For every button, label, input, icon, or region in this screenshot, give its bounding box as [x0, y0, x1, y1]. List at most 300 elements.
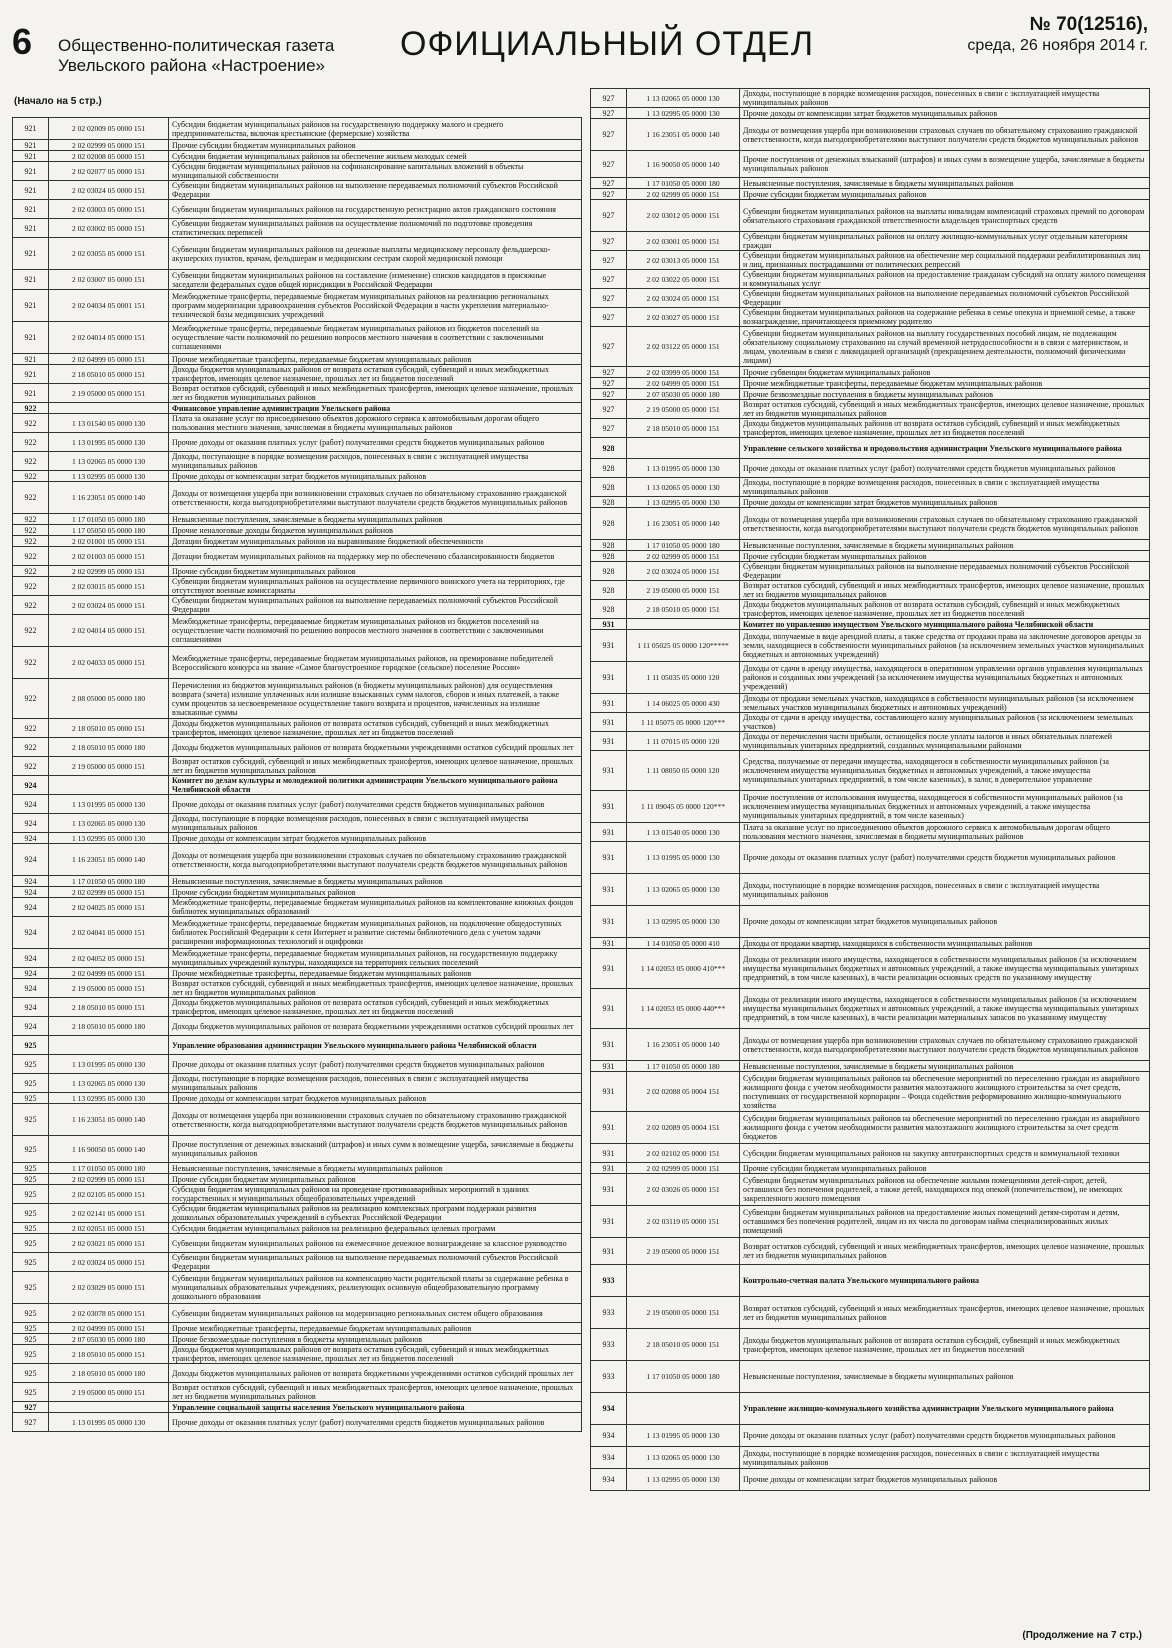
admin-code-cell: 928 [591, 562, 627, 581]
budget-code-cell: 2 02 02999 05 0000 151 [627, 189, 740, 200]
table-row [591, 562, 1150, 581]
admin-code-cell: 931 [591, 732, 627, 751]
table-row [591, 1329, 1150, 1361]
admin-code-cell: 924 [13, 979, 49, 998]
table-row [591, 694, 1150, 713]
income-codes-table-left [12, 117, 582, 1432]
description-cell: Прочие поступления от денежных взысканий (штрафов) и иных сумм в возмещение ущерба, зачисляемые в бюджеты муниципальных районов [169, 1136, 582, 1163]
description-cell: Субвенции бюджетам муниципальных районов на осуществление первичного воинского учета на территориях, где отсутствуют военные комиссариаты [169, 577, 582, 596]
table-row [13, 577, 582, 596]
table-row [591, 400, 1150, 419]
admin-code-cell: 927 [591, 251, 627, 270]
table-row [13, 365, 582, 384]
budget-code-cell: 2 02 02141 05 0000 151 [49, 1204, 169, 1223]
description-cell: Доходы бюджетов муниципальных районов от возврата остатков субсидий, субвенций и иных межбюджетных трансфертов, имеющих целевое назначение, прошлых лет из бюджетов поселений [740, 419, 1150, 438]
admin-code-cell: 924 [13, 887, 49, 898]
description-cell: Невыясненные поступления, зачисляемые в бюджеты муниципальных районов [740, 1061, 1150, 1072]
budget-code-cell: 2 02 03012 05 0000 151 [627, 200, 740, 232]
description-cell: Плата за оказание услуг по присоединению объектов дорожного сервиса к автомобильным дорогам общего пользования местного значения, зачисляемая в бюджеты муниципальных районов [169, 414, 582, 433]
description-cell: Субвенции бюджетам муниципальных районов на государственную регистрацию актов гражданского состояния [169, 200, 582, 219]
budget-code-cell: 2 02 04999 05 0000 151 [49, 354, 169, 365]
description-cell: Субвенции бюджетам муниципальных районов на выплаты инвалидам компенсаций страховых премий по договорам обязательного страхования гражданской ответственности владельцев транспортных средств [740, 200, 1150, 232]
table-row [13, 452, 582, 471]
table-row [13, 979, 582, 998]
description-cell: Субвенции бюджетам муниципальных районов на денежные выплаты медицинскому персоналу фельдшерско-акушерских пунктов, врачам, фельдшерам и медицинским сестрам скорой медицинской помощи [169, 238, 582, 270]
admin-code-cell: 921 [13, 384, 49, 403]
table-row [13, 433, 582, 452]
budget-code-cell: 2 02 04999 05 0000 151 [49, 968, 169, 979]
admin-code-cell: 931 [591, 1112, 627, 1144]
budget-code-cell: 1 13 02065 05 0000 130 [49, 452, 169, 471]
admin-code-cell: 921 [13, 238, 49, 270]
description-cell: Доходы бюджетов муниципальных районов от возврата бюджетными учреждениями остатков субсидий прошлых лет [169, 1364, 582, 1383]
admin-code-cell: 925 [13, 1185, 49, 1204]
table-row [13, 1413, 582, 1432]
newspaper-name [58, 36, 334, 76]
description-cell: Доходы бюджетов муниципальных районов от возврата остатков субсидий, субвенций и иных межбюджетных трансфертов, имеющих целевое назначение, прошлых лет из бюджетов поселений [740, 1329, 1150, 1361]
budget-code-cell: 2 19 05000 05 0000 151 [49, 979, 169, 998]
admin-code-cell: 921 [13, 354, 49, 365]
budget-code-cell: 2 08 05000 05 0000 180 [49, 679, 169, 719]
right-column [590, 88, 1150, 1491]
budget-code-cell: 1 13 02995 05 0000 130 [627, 906, 740, 938]
table-row [13, 181, 582, 200]
table-row [591, 1061, 1150, 1072]
budget-code-cell: 1 11 05035 05 0000 120 [627, 662, 740, 694]
description-cell: Межбюджетные трансферты, передаваемые бюджетам муниципальных районов из бюджетов поселений на осуществление части полномочий по решению вопросов местного значения в соответствии с заключенными соглашениями [169, 615, 582, 647]
table-row [591, 508, 1150, 540]
admin-code-cell: 927 [591, 232, 627, 251]
admin-code-cell: 924 [13, 1017, 49, 1036]
budget-code-cell: 1 17 01050 05 0000 180 [49, 514, 169, 525]
admin-code-cell: 924 [13, 833, 49, 844]
description-cell: Доходы от реализации иного имущества, находящегося в собственности муниципальных районов (за исключением имущества муниципальных бюджетных и автономных учреждений, а также имущества муниципальных унитарных предприятий, в том числе казенных), в части реализации материальных запасов по указанному имуществу [740, 989, 1150, 1029]
table-row [591, 308, 1150, 327]
table-row [13, 1234, 582, 1253]
admin-code-cell: 925 [13, 1204, 49, 1223]
admin-code-cell: 921 [13, 151, 49, 162]
admin-code-cell: 921 [13, 365, 49, 384]
admin-code-cell: 921 [13, 162, 49, 181]
table-row [13, 1304, 582, 1323]
table-row [13, 1174, 582, 1185]
description-cell: Доходы бюджетов муниципальных районов от возврата остатков субсидий, субвенций и иных межбюджетных трансфертов, имеющих целевое назначение, прошлых лет из бюджетов поселений [169, 719, 582, 738]
budget-code-cell: 1 13 02065 05 0000 130 [627, 874, 740, 906]
budget-code-cell: 2 02 04999 05 0000 151 [49, 1323, 169, 1334]
table-row [13, 1055, 582, 1074]
budget-code-cell: 2 02 03007 05 0000 151 [49, 270, 169, 290]
description-cell: Прочие субсидии бюджетам муниципальных районов [169, 1174, 582, 1185]
left-column [12, 117, 582, 1432]
description-cell: Невыясненные поступления, зачисляемые в бюджеты муниципальных районов [740, 178, 1150, 189]
description-cell: Субвенции бюджетам муниципальных районов на осуществление полномочий по подготовке проведения статистических переписей [169, 219, 582, 238]
budget-code-cell: 1 13 01995 05 0000 130 [627, 842, 740, 874]
table-row [591, 200, 1150, 232]
admin-code-cell: 934 [591, 1425, 627, 1447]
admin-code-cell: 924 [13, 876, 49, 887]
continued-from-note: (Начало на 5 стр.) [14, 96, 102, 107]
table-row [591, 906, 1150, 938]
table-section-row [13, 1036, 582, 1055]
description-cell: Прочие доходы от оказания платных услуг (работ) получателями средств бюджетов муниципальных районов [169, 1055, 582, 1074]
table-section-row [591, 1393, 1150, 1425]
table-row [591, 600, 1150, 619]
budget-code-cell: 1 13 01995 05 0000 130 [49, 1413, 169, 1432]
description-cell: Субвенции бюджетам муниципальных районов на обеспечение жилыми помещениями детей-сирот, детей, оставшихся без попечения родителей, а также детей, находящихся под опекой (попечительством), не имеющих закрепленного жилого помещения [740, 1174, 1150, 1206]
admin-code-cell: 921 [13, 270, 49, 290]
admin-code-cell: 922 [13, 452, 49, 471]
table-row [591, 459, 1150, 478]
table-row [591, 389, 1150, 400]
admin-code-cell: 928 [591, 600, 627, 619]
budget-code-cell: 1 13 01995 05 0000 130 [627, 1425, 740, 1447]
description-cell: Прочие доходы от оказания платных услуг (работ) получателями средств бюджетов муниципальных районов [169, 1413, 582, 1432]
budget-code-cell: 2 02 02009 05 0000 151 [49, 118, 169, 140]
budget-code-cell: 2 18 05010 05 0000 151 [49, 998, 169, 1017]
admin-code-cell: 925 [13, 1323, 49, 1334]
table-row [13, 238, 582, 270]
budget-code-cell: 2 02 03001 05 0000 151 [627, 232, 740, 251]
admin-code-cell: 925 [13, 1136, 49, 1163]
table-row [591, 270, 1150, 289]
budget-code-cell: 2 02 03029 05 0000 151 [49, 1272, 169, 1304]
newspaper-name-line2: Увельского района «Настроение» [58, 56, 325, 75]
table-row [591, 151, 1150, 178]
admin-code-cell: 931 [591, 1029, 627, 1061]
issue-info [967, 14, 1148, 56]
admin-code-cell: 925 [13, 1163, 49, 1174]
admin-code-cell: 921 [13, 181, 49, 200]
admin-code-cell: 927 [591, 270, 627, 289]
section-title: ОФИЦИАЛЬНЫЙ ОТДЕЛ [400, 25, 815, 63]
description-cell: Комитет по делам культуры и молодежной политики администрации Увельского муниципального района Челябинской области [169, 776, 582, 795]
table-row [591, 581, 1150, 600]
table-row [13, 1364, 582, 1383]
table-row [591, 823, 1150, 842]
table-row [591, 108, 1150, 119]
admin-code-cell: 927 [591, 178, 627, 189]
table-row [591, 478, 1150, 497]
description-cell: Прочие доходы от компенсации затрат бюджетов муниципальных районов [740, 497, 1150, 508]
table-row [13, 719, 582, 738]
table-row [13, 1185, 582, 1204]
table-row [13, 525, 582, 536]
budget-code-cell: 1 16 90050 05 0000 140 [49, 1136, 169, 1163]
description-cell: Возврат остатков субсидий, субвенций и иных межбюджетных трансфертов, имеющих целевое назначение, прошлых лет из бюджетов муниципальных районов [740, 1238, 1150, 1265]
admin-code-cell: 921 [13, 290, 49, 322]
description-cell: Доходы от возмещения ущерба при возникновении страховых случаев по обязательному страхованию гражданской ответственности, когда выгодоприобретателями выступают получатели средств бюджетов муниципальных районов [169, 844, 582, 876]
budget-code-cell: 2 02 02999 05 0000 151 [49, 887, 169, 898]
admin-code-cell: 925 [13, 1272, 49, 1304]
budget-code-cell [49, 1402, 169, 1413]
budget-code-cell: 1 16 23051 05 0000 140 [627, 508, 740, 540]
description-cell: Контрольно-счетная палата Увельского муниципального района [740, 1265, 1150, 1297]
table-row [591, 327, 1150, 367]
budget-code-cell: 2 18 05010 05 0000 151 [627, 1329, 740, 1361]
admin-code-cell: 927 [13, 1402, 49, 1413]
table-row [591, 1174, 1150, 1206]
admin-code-cell: 922 [13, 647, 49, 679]
description-cell: Доходы, поступающие в порядке возмещения расходов, понесенных в связи с эксплуатацией имущества муниципальных районов [169, 1074, 582, 1093]
description-cell: Субвенции бюджетам муниципальных районов на ежемесячное денежное вознаграждение за классное руководство [169, 1234, 582, 1253]
description-cell: Возврат остатков субсидий, субвенций и иных межбюджетных трансфертов, имеющих целевое назначение, прошлых лет из бюджетов муниципальных районов [740, 1297, 1150, 1329]
table-row [13, 1272, 582, 1304]
description-cell: Субвенции бюджетам муниципальных районов на выполнение передаваемых полномочий субъектов Российской Федерации [169, 596, 582, 615]
budget-code-cell [627, 438, 740, 459]
admin-code-cell: 921 [13, 322, 49, 354]
description-cell: Субвенции бюджетам муниципальных районов на предоставление гражданам субсидий на оплату жилого помещения и коммунальных услуг [740, 270, 1150, 289]
admin-code-cell: 924 [13, 898, 49, 917]
budget-code-cell: 2 02 03013 05 0000 151 [627, 251, 740, 270]
budget-code-cell: 1 14 02053 05 0000 410*** [627, 949, 740, 989]
budget-code-cell: 2 02 02051 05 0000 151 [49, 1223, 169, 1234]
description-cell: Субсидии бюджетам муниципальных районов на закупку автотранспортных средств и коммунальной техники [740, 1144, 1150, 1163]
table-row [591, 732, 1150, 751]
description-cell: Невыясненные поступления, зачисляемые в бюджеты муниципальных районов [169, 1163, 582, 1174]
table-row [591, 89, 1150, 108]
admin-code-cell: 931 [591, 989, 627, 1029]
table-row [13, 968, 582, 979]
description-cell: Прочие доходы от оказания платных услуг (работ) получателями средств бюджетов муниципальных районов [740, 842, 1150, 874]
budget-code-cell: 2 18 05010 05 0000 151 [49, 719, 169, 738]
description-cell: Возврат остатков субсидий, субвенций и иных межбюджетных трансфертов, имеющих целевое назначение, прошлых лет из бюджетов муниципальных районов [169, 979, 582, 998]
description-cell: Невыясненные поступления, зачисляемые в бюджеты муниципальных районов [169, 514, 582, 525]
table-row [13, 1383, 582, 1402]
budget-code-cell: 1 13 02995 05 0000 130 [627, 497, 740, 508]
page-header [0, 0, 1172, 85]
admin-code-cell: 931 [591, 938, 627, 949]
table-row [13, 151, 582, 162]
description-cell: Субвенции бюджетам муниципальных районов на предоставление жилых помещений детям-сиротам и детям, оставшимся без попечения родителей, лицам из их числа по договорам найма специализированных жилых помещений [740, 1206, 1150, 1238]
admin-code-cell: 925 [13, 1036, 49, 1055]
budget-code-cell: 2 19 05000 05 0000 151 [627, 1238, 740, 1265]
admin-code-cell: 927 [591, 367, 627, 378]
admin-code-cell: 925 [13, 1304, 49, 1323]
budget-code-cell: 2 02 04034 05 0001 151 [49, 290, 169, 322]
description-cell: Субвенции бюджетам муниципальных районов на выполнение передаваемых полномочий субъектов Российской Федерации [169, 181, 582, 200]
description-cell: Доходы от возмещения ущерба при возникновении страховых случаев по обязательному страхованию гражданской ответственности, когда выгодоприобретателями выступают получатели средств бюджетов муниципальных районов [740, 1029, 1150, 1061]
description-cell: Межбюджетные трансферты, передаваемые бюджетам муниципальных районов, на премирование победителей Всероссийского конкурса на звание «Самое благоустроенное городское (сельское) поселение России» [169, 647, 582, 679]
table-row [13, 354, 582, 365]
budget-code-cell: 2 18 05010 05 0000 180 [49, 1364, 169, 1383]
admin-code-cell: 931 [591, 694, 627, 713]
budget-code-cell [627, 1393, 740, 1425]
description-cell: Прочие межбюджетные трансферты, передаваемые бюджетам муниципальных районов [740, 378, 1150, 389]
description-cell: Финансовое управление администрации Увельского района [169, 403, 582, 414]
table-row [13, 471, 582, 482]
budget-code-cell: 1 16 23051 05 0000 140 [627, 119, 740, 151]
budget-code-cell: 1 13 02065 05 0000 130 [627, 89, 740, 108]
table-row [13, 647, 582, 679]
description-cell: Доходы, получаемые в виде арендной платы, а также средства от продажи права на заключение договоров аренды за земли, находящиеся в собственности муниципальных районов (за исключением земельных участков муниципальных бюджетных и автономных учреждений) [740, 630, 1150, 662]
budget-code-cell: 1 13 02065 05 0000 130 [627, 478, 740, 497]
budget-code-cell: 2 02 03024 05 0000 151 [627, 289, 740, 308]
admin-code-cell: 927 [13, 1413, 49, 1432]
table-row [13, 140, 582, 151]
description-cell: Субсидии бюджетам муниципальных районов на реализацию комплексных программ поддержки развития дошкольных образовательных учреждений в субъектах Российской Федерации [169, 1204, 582, 1223]
description-cell: Доходы от возмещения ущерба при возникновении страховых случаев по обязательному страхованию гражданской ответственности, когда выгодоприобретателями выступают получатели средств бюджетов муниципальных районов [169, 1104, 582, 1136]
budget-code-cell: 2 19 05000 05 0000 151 [627, 400, 740, 419]
admin-code-cell: 931 [591, 1072, 627, 1112]
admin-code-cell: 928 [591, 497, 627, 508]
admin-code-cell: 931 [591, 751, 627, 791]
budget-code-cell: 2 02 02088 05 0004 151 [627, 1072, 740, 1112]
table-row [13, 876, 582, 887]
budget-code-cell [627, 619, 740, 630]
budget-code-cell: 2 02 02999 05 0000 151 [49, 1174, 169, 1185]
admin-code-cell: 925 [13, 1174, 49, 1185]
admin-code-cell: 927 [591, 200, 627, 232]
budget-code-cell: 1 13 01995 05 0000 130 [49, 433, 169, 452]
table-row [13, 1163, 582, 1174]
description-cell: Возврат остатков субсидий, субвенций и иных межбюджетных трансфертов, имеющих целевое назначение, прошлых лет из бюджетов муниципальных районов [740, 400, 1150, 419]
budget-code-cell: 2 02 03027 05 0000 151 [627, 308, 740, 327]
table-row [591, 630, 1150, 662]
admin-code-cell: 922 [13, 615, 49, 647]
admin-code-cell: 931 [591, 1174, 627, 1206]
table-row [591, 842, 1150, 874]
budget-code-cell: 1 13 02995 05 0000 130 [49, 471, 169, 482]
description-cell: Субсидии бюджетам муниципальных районов на обеспечение мероприятий по переселению граждан из аварийного жилищного фонда с учетом необходимости развития малоэтажного жилищного строительства за счет средств бюджетов [740, 1112, 1150, 1144]
table-row [13, 1345, 582, 1364]
description-cell: Прочие поступления от использования имущества, находящегося в собственности муниципальных районов (за исключением имущества муниципальных бюджетных и автономных учреждений, а также имущества муниципальных унитарных предприятий, в том числе казенных) [740, 791, 1150, 823]
budget-code-cell: 2 07 05030 05 0000 180 [49, 1334, 169, 1345]
admin-code-cell: 924 [13, 949, 49, 968]
description-cell: Прочие доходы от оказания платных услуг (работ) получателями средств бюджетов муниципальных районов [740, 1425, 1150, 1447]
table-row [591, 1469, 1150, 1491]
budget-code-cell: 1 11 09045 05 0000 120*** [627, 791, 740, 823]
admin-code-cell: 928 [591, 581, 627, 600]
description-cell: Субвенции бюджетам муниципальных районов на компенсацию части родительской платы за содержание ребенка в муниципальных образовательных учреждениях, реализующих основную общеобразовательную программу дошкольного образования [169, 1272, 582, 1304]
description-cell: Прочие доходы от компенсации затрат бюджетов муниципальных районов [740, 1469, 1150, 1491]
description-cell: Плата за оказание услуг по присоединению объектов дорожного сервиса к автомобильным дорогам общего пользования местного значения, зачисляемая в бюджеты муниципальных районов [740, 823, 1150, 842]
description-cell: Субвенции бюджетам муниципальных районов на выполнение передаваемых полномочий субъектов Российской Федерации [740, 562, 1150, 581]
budget-code-cell: 1 16 23051 05 0000 140 [627, 1029, 740, 1061]
description-cell: Средства, получаемые от передачи имущества, находящегося в собственности муниципальных районов (за исключением имущества муниципальных бюджетных и автономных учреждений, а также имущества муниципальных унитарных предприятий, в том числе казенных), в залог, в доверительное управление [740, 751, 1150, 791]
budget-code-cell: 2 18 05010 05 0000 151 [627, 600, 740, 619]
table-row [13, 219, 582, 238]
table-row [591, 1297, 1150, 1329]
description-cell: Невыясненные поступления, зачисляемые в бюджеты муниципальных районов [740, 1361, 1150, 1393]
admin-code-cell: 927 [591, 119, 627, 151]
table-row [591, 1029, 1150, 1061]
admin-code-cell: 922 [13, 757, 49, 776]
description-cell: Субсидии бюджетам муниципальных районов на обеспечение мероприятий по переселению граждан из аварийного жилищного фонда с учетом необходимости развития малоэтажного жилищного строительства за счет средств, поступивших от государственной корпорации – Фонда содействия реформированию жилищно-коммунального хозяйства [740, 1072, 1150, 1112]
description-cell: Прочие неналоговые доходы бюджетов муниципальных районов [169, 525, 582, 536]
budget-code-cell: 1 11 07015 05 0000 120 [627, 732, 740, 751]
budget-code-cell: 2 02 04999 05 0000 151 [627, 378, 740, 389]
budget-code-cell: 1 13 01995 05 0000 130 [49, 1055, 169, 1074]
table-row [13, 917, 582, 949]
admin-code-cell: 922 [13, 596, 49, 615]
budget-code-cell: 2 02 04014 05 0000 151 [49, 615, 169, 647]
budget-code-cell: 2 02 04025 05 0000 151 [49, 898, 169, 917]
admin-code-cell: 931 [591, 630, 627, 662]
admin-code-cell: 928 [591, 438, 627, 459]
table-row [591, 874, 1150, 906]
admin-code-cell: 922 [13, 566, 49, 577]
description-cell: Субвенции бюджетам муниципальных районов на выплату государственных пособий лицам, не подлежащим обязательному социальному страхованию на случай временной нетрудоспособности и в связи с материнством, и лицам, уволенным в связи с ликвидацией организаций (прекращением деятельности, полномочий физическими лицами) [740, 327, 1150, 367]
budget-code-cell: 1 17 01050 05 0000 180 [627, 540, 740, 551]
budget-code-cell: 2 02 02105 05 0000 151 [49, 1185, 169, 1204]
budget-code-cell: 1 13 02995 05 0000 130 [49, 833, 169, 844]
description-cell: Доходы, поступающие в порядке возмещения расходов, понесенных в связи с эксплуатацией имущества муниципальных районов [740, 478, 1150, 497]
table-row [13, 547, 582, 566]
table-row [13, 414, 582, 433]
admin-code-cell: 927 [591, 308, 627, 327]
admin-code-cell: 924 [13, 776, 49, 795]
description-cell: Доходы от продажи земельных участков, находящихся в собственности муниципальных районов (за исключением земельных участков муниципальных бюджетных и автономных учреждений) [740, 694, 1150, 713]
table-row [591, 662, 1150, 694]
budget-code-cell [49, 1036, 169, 1055]
description-cell: Доходы бюджетов муниципальных районов от возврата остатков субсидий, субвенций и иных межбюджетных трансфертов, имеющих целевое назначение, прошлых лет из бюджетов поселений [169, 998, 582, 1017]
description-cell: Межбюджетные трансферты, передаваемые бюджетам муниципальных районов, на подключение общедоступных библиотек Российской Федерации к сети Интернет и развитие системы библиотечного дела с учетом задачи расширения информационных технологий и оцифровки [169, 917, 582, 949]
admin-code-cell: 931 [591, 662, 627, 694]
table-row [13, 384, 582, 403]
description-cell: Субвенции бюджетам муниципальных районов на оплату жилищно-коммунальных услуг отдельным категориям граждан [740, 232, 1150, 251]
budget-code-cell: 2 02 03002 05 0000 151 [49, 219, 169, 238]
budget-code-cell: 2 02 02999 05 0000 151 [49, 566, 169, 577]
admin-code-cell: 925 [13, 1093, 49, 1104]
description-cell: Прочие субсидии бюджетам муниципальных районов [169, 887, 582, 898]
description-cell: Субвенции бюджетам муниципальных районов на обеспечение мер социальной поддержки реабилитированных лиц и лиц, признанных пострадавшими от политических репрессий [740, 251, 1150, 270]
budget-code-cell: 2 18 05010 05 0000 180 [49, 1017, 169, 1036]
admin-code-cell: 931 [591, 949, 627, 989]
budget-code-cell: 1 13 02995 05 0000 130 [627, 108, 740, 119]
issue-date: среда, 26 ноября 2014 г. [967, 37, 1148, 54]
admin-code-cell: 928 [591, 508, 627, 540]
budget-code-cell: 2 02 02008 05 0000 151 [49, 151, 169, 162]
admin-code-cell: 922 [13, 719, 49, 738]
description-cell: Возврат остатков субсидий, субвенций и иных межбюджетных трансфертов, имеющих целевое назначение, прошлых лет из бюджетов муниципальных районов [169, 384, 582, 403]
admin-code-cell: 925 [13, 1055, 49, 1074]
admin-code-cell: 931 [591, 1061, 627, 1072]
table-row [13, 200, 582, 219]
table-row [13, 814, 582, 833]
description-cell: Управление жилищно-коммунального хозяйства администрации Увельского муниципального района [740, 1393, 1150, 1425]
admin-code-cell: 921 [13, 140, 49, 151]
table-row [13, 162, 582, 181]
budget-code-cell: 2 02 02999 05 0000 151 [49, 140, 169, 151]
budget-code-cell: 1 13 02065 05 0000 130 [49, 814, 169, 833]
budget-code-cell: 1 11 05075 05 0000 120*** [627, 713, 740, 732]
table-row [13, 998, 582, 1017]
table-row [591, 1206, 1150, 1238]
table-row [13, 795, 582, 814]
table-row [591, 713, 1150, 732]
description-cell: Доходы бюджетов муниципальных районов от возврата остатков субсидий, субвенций и иных межбюджетных трансфертов, имеющих целевое назначение, прошлых лет из бюджетов поселений [740, 600, 1150, 619]
table-row [591, 989, 1150, 1029]
admin-code-cell: 925 [13, 1383, 49, 1402]
table-row [591, 949, 1150, 989]
table-row [591, 1072, 1150, 1112]
budget-code-cell: 1 16 90050 05 0000 140 [627, 151, 740, 178]
table-row [13, 1223, 582, 1234]
admin-code-cell: 927 [591, 327, 627, 367]
table-row [13, 1334, 582, 1345]
budget-code-cell: 1 14 02053 05 0000 440*** [627, 989, 740, 1029]
admin-code-cell: 925 [13, 1074, 49, 1093]
admin-code-cell: 927 [591, 400, 627, 419]
continued-to-note: (Продолжение на 7 стр.) [1022, 1630, 1142, 1641]
description-cell: Субсидии бюджетам муниципальных районов на реализацию федеральных целевых программ [169, 1223, 582, 1234]
budget-code-cell: 2 02 02089 05 0004 151 [627, 1112, 740, 1144]
description-cell: Субвенции бюджетам муниципальных районов на выполнение передаваемых полномочий субъектов Российской Федерации [740, 289, 1150, 308]
budget-code-cell: 2 19 05000 05 0000 151 [627, 1297, 740, 1329]
description-cell: Прочие доходы от оказания платных услуг (работ) получателями средств бюджетов муниципальных районов [169, 795, 582, 814]
income-codes-table-right [590, 88, 1150, 1491]
budget-code-cell: 1 13 01995 05 0000 130 [627, 459, 740, 478]
